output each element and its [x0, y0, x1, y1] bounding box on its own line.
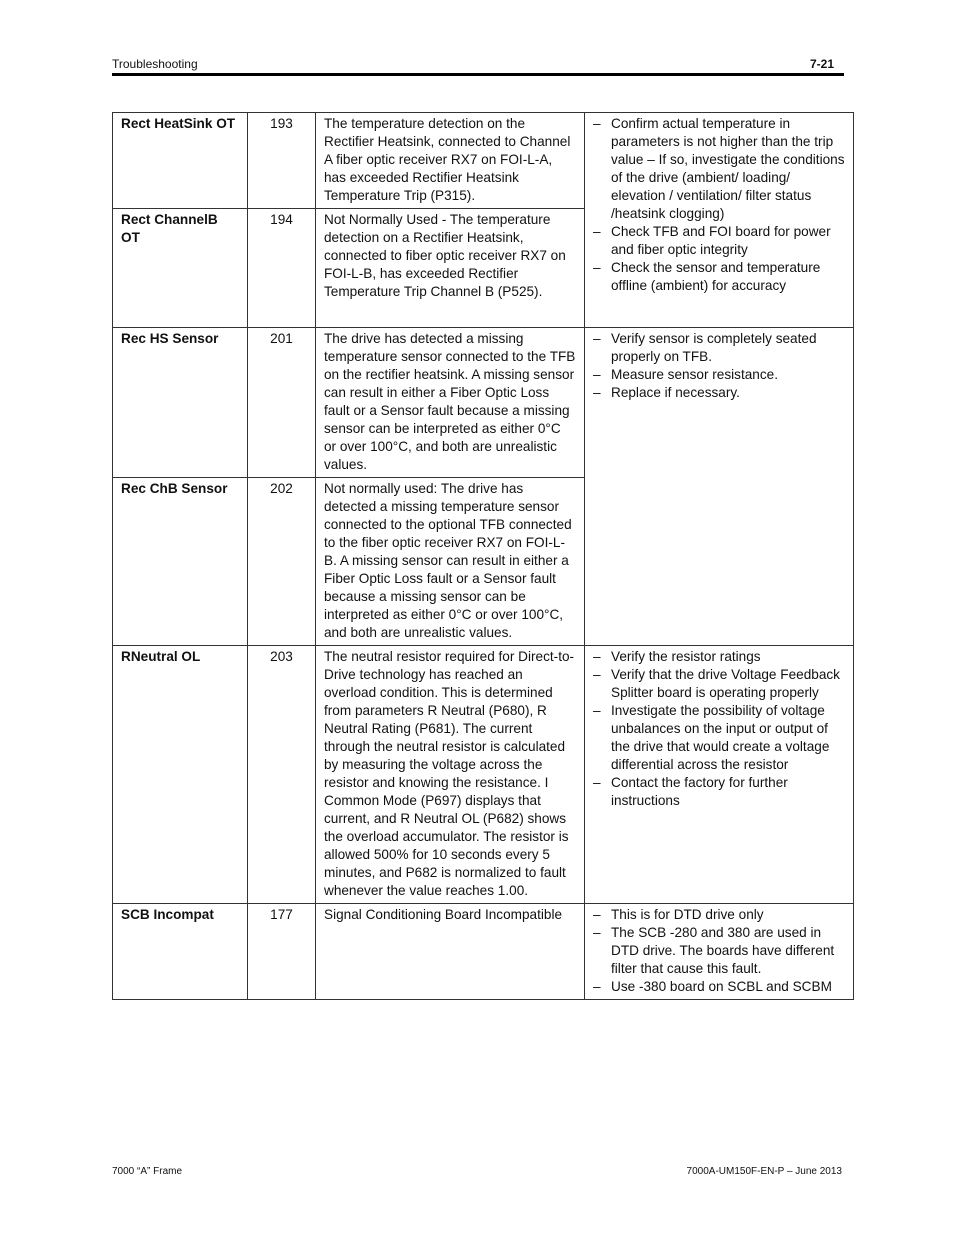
- action-item: – This is for DTD drive only: [593, 906, 845, 924]
- action-item: – Investigate the possibility of voltage unbalances on the input or output of the drive that would create a voltage differential across the resistor: [593, 702, 845, 774]
- header-rule: [112, 73, 844, 76]
- fault-code: 194: [248, 209, 316, 328]
- action-list: [593, 906, 845, 996]
- fault-table: [112, 112, 854, 1000]
- fault-actions: [585, 113, 854, 328]
- fault-description: The neutral resistor required for Direct-to-Drive technology has reached an overload condition. This is determined from parameters R Neutral (P680), R Neutral Rating (P681). The current through the neutral resistor is calculated by measuring the voltage across the resistor and knowing the resistance. I Common Mode (P697) displays that current, and R Neutral OL (P682) shows the overload accumulator. The resistor is allowed 500% for 10 seconds every 5 minutes, and P682 is normalized to fault whenever the value reaches 1.00.: [316, 646, 585, 904]
- action-item: – Use -380 board on SCBL and SCBM: [593, 978, 845, 996]
- fault-description: The drive has detected a missing temperature sensor connected to the TFB on the rectifier heatsink. A missing sensor can result in either a Fiber Optic Loss fault or a Sensor fault because a missing sensor can be interpreted as either 0°C or over 100°C, and both are unrealistic values.: [316, 328, 585, 478]
- fault-actions: [585, 904, 854, 1000]
- table-row: [113, 646, 854, 904]
- running-header-section: Troubleshooting: [112, 57, 198, 71]
- action-item: – Check TFB and FOI board for power and fiber optic integrity: [593, 223, 845, 259]
- fault-description: The temperature detection on the Rectifier Heatsink, connected to Channel A fiber optic receiver RX7 on FOI-L-A, has exceeded Rectifier Heatsink Temperature Trip (P315).: [316, 113, 585, 209]
- fault-name: Rect HeatSink OT: [113, 113, 248, 209]
- action-item: – Check the sensor and temperature offline (ambient) for accuracy: [593, 259, 845, 295]
- action-item: – Confirm actual temperature in parameters is not higher than the trip value – If so, investigate the conditions of the drive (ambient/ loading/ elevation / ventilation/ filter status /heatsink clogging): [593, 115, 845, 223]
- fault-name: Rec HS Sensor: [113, 328, 248, 478]
- table-row: [113, 904, 854, 1000]
- fault-name: Rect ChannelB OT: [113, 209, 248, 328]
- fault-code: 177: [248, 904, 316, 1000]
- fault-actions: [585, 646, 854, 904]
- fault-name: RNeutral OL: [113, 646, 248, 904]
- fault-code: 201: [248, 328, 316, 478]
- fault-actions: [585, 328, 854, 646]
- action-list: [593, 115, 845, 295]
- fault-name: SCB Incompat: [113, 904, 248, 1000]
- footer-publication: 7000A-UM150F-EN-P – June 2013: [686, 1166, 842, 1177]
- action-item: – Verify sensor is completely seated properly on TFB.: [593, 330, 845, 366]
- fault-code: 202: [248, 478, 316, 646]
- table-row: [113, 328, 854, 478]
- table-row: [113, 113, 854, 209]
- fault-description: Signal Conditioning Board Incompatible: [316, 904, 585, 1000]
- footer-product: 7000 “A” Frame: [112, 1166, 183, 1177]
- action-list: [593, 648, 845, 810]
- action-item: – The SCB -280 and 380 are used in DTD drive. The boards have different filter that cause this fault.: [593, 924, 845, 978]
- action-item: – Replace if necessary.: [593, 384, 845, 402]
- fault-name: Rec ChB Sensor: [113, 478, 248, 646]
- action-item: – Verify that the drive Voltage Feedback Splitter board is operating properly: [593, 666, 845, 702]
- action-item: – Contact the factory for further instructions: [593, 774, 845, 810]
- fault-description: Not Normally Used - The temperature detection on a Rectifier Heatsink, connected to fiber optic receiver RX7 on FOI-L-B, has exceeded Rectifier Temperature Trip Channel B (P525).: [316, 209, 585, 328]
- fault-description: Not normally used: The drive has detected a missing temperature sensor connected to the optional TFB connected to the fiber optic receiver RX7 on FOI-L-B. A missing sensor can result in either a Fiber Optic Loss fault or a Sensor fault because a missing sensor can be interpreted as either 0°C or over 100°C, and both are unrealistic values.: [316, 478, 585, 646]
- action-item: – Verify the resistor ratings: [593, 648, 845, 666]
- page-number: 7-21: [809, 57, 834, 71]
- fault-code: 193: [248, 113, 316, 209]
- action-item: – Measure sensor resistance.: [593, 366, 845, 384]
- fault-code: 203: [248, 646, 316, 904]
- action-list: [593, 330, 845, 402]
